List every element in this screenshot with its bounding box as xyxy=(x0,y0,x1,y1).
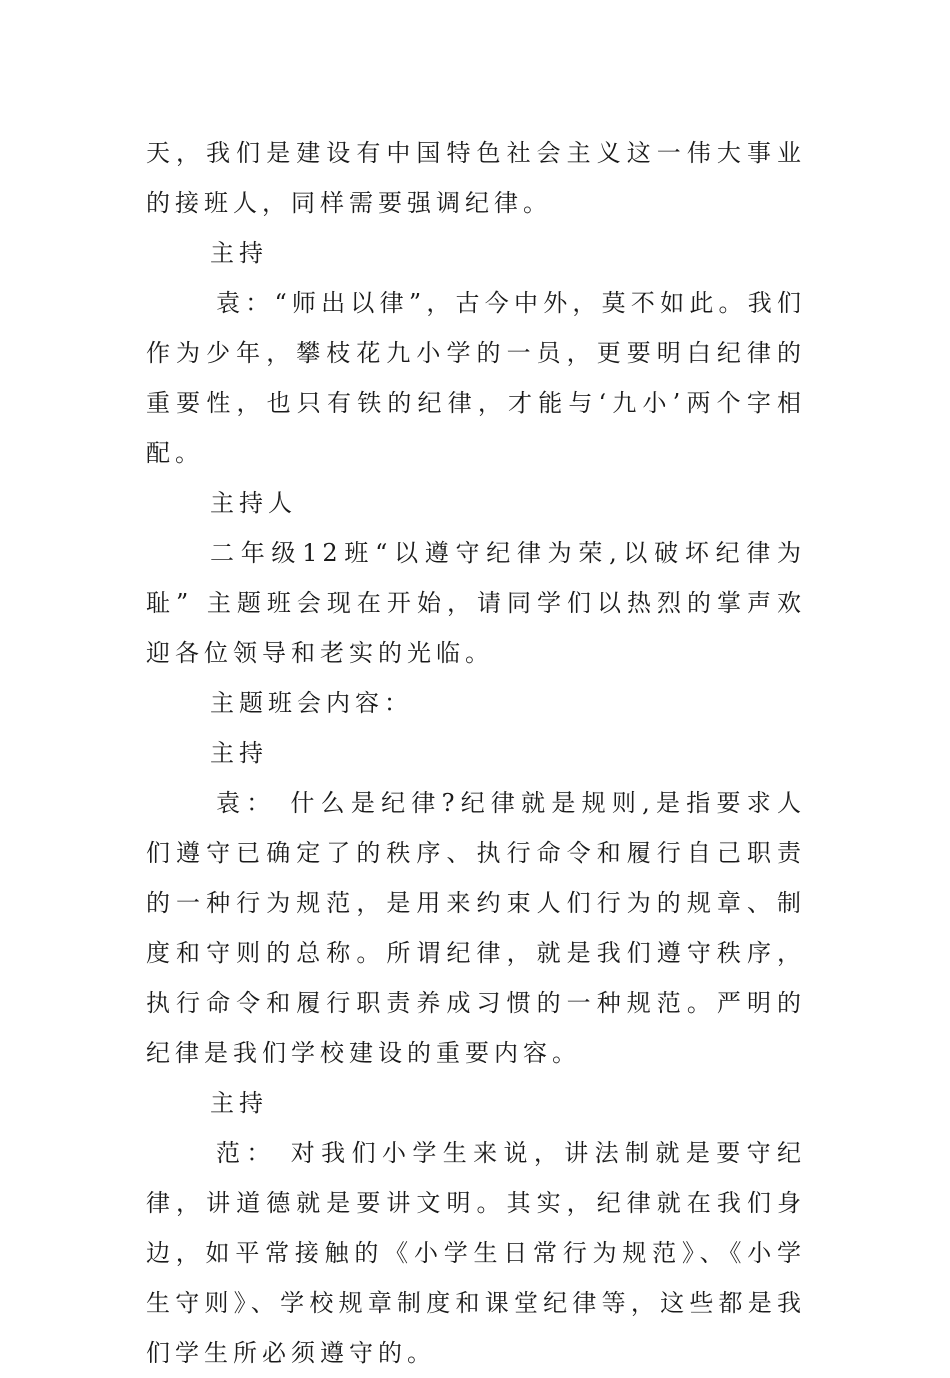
speaker-label: 主持人 xyxy=(210,489,297,517)
section-heading: 主题班会内容： xyxy=(210,689,413,717)
dialogue-paragraph: 袁： 什么是纪律?纪律就是规则,是指要求人们遵守已确定了的秩序、执行命令和履行自己职责的一种行为规范，是用来约束人们行为的规章、制度和守则的总称。所谓纪律，就是我们遵守秩序，执行命令和履行职责养成习惯的一种规范。严明的纪律是我们学校建设的重要内容。 xyxy=(146,789,806,1067)
dialogue-paragraph: 范： 对我们小学生来说，讲法制就是要守纪律，讲道德就是要讲文明。其实，纪律就在我们身边，如平常接触的《小学生日常行为规范》、《小学生守则》、学校规章制度和课堂纪律等，这些都是我们学生所必须遵守的。 xyxy=(146,1139,806,1367)
dialogue-paragraph: 袁：“师出以律”，古今中外，莫不如此。我们作为少年，攀枝花九小学的一员，更要明白纪律的重要性，也只有铁的纪律，才能与‘九小’两个字相配。 xyxy=(146,289,806,467)
document-body xyxy=(146,128,806,1378)
speaker-label: 主持 xyxy=(210,739,268,767)
speaker-label: 主持 xyxy=(210,239,268,267)
paragraph-continuation: 天，我们是建设有中国特色社会主义这一伟大事业的接班人，同样需要强调纪律。 xyxy=(146,139,806,217)
announcement-paragraph: 二年级12班“以遵守纪律为荣,以破坏纪律为耻” 主题班会现在开始，请同学们以热烈的掌声欢迎各位领导和老实的光临。 xyxy=(146,539,806,667)
speaker-label: 主持 xyxy=(210,1089,268,1117)
